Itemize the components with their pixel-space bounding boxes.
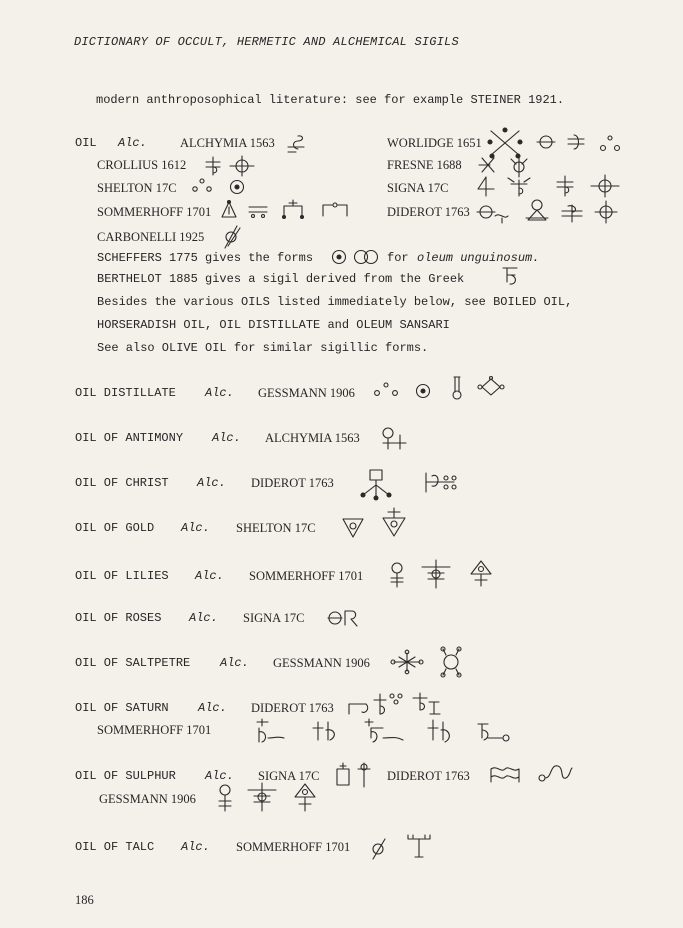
- oil-of-sulphur-sigil-5: [246, 781, 278, 813]
- oil-crollius-sigil-2: [229, 155, 255, 177]
- entry-oil-of-gold-tag: Alc.: [181, 521, 210, 535]
- oil-shelton-sigil-2: [228, 178, 246, 196]
- entry-oil-of-antimony: OIL OF ANTIMONY: [75, 431, 184, 445]
- oil-scheffers-text: SCHEFFERS 1775 gives the forms: [97, 251, 314, 265]
- oil-diderot-sigil: [476, 202, 510, 224]
- oil-signa-sigil: [473, 174, 497, 198]
- entry-oil-of-christ: OIL OF CHRIST: [75, 476, 169, 490]
- entry-oil-of-roses-source: SIGNA 17C: [243, 611, 305, 625]
- oil-of-lilies-sigil-3: [468, 558, 494, 588]
- oil-of-gold-sigil-2: [380, 506, 408, 538]
- oil-of-antimony-sigil: [380, 425, 410, 451]
- entry-oil-of-saturn: OIL OF SATURN: [75, 701, 169, 715]
- entry-oil-of-saturn-tag: Alc.: [198, 701, 227, 715]
- oil-of-saturn-sigil-3: [254, 718, 288, 746]
- oil-source-alchymia: ALCHYMIA 1563: [180, 136, 275, 150]
- page-number: 186: [75, 893, 94, 907]
- oil-sommerhoff-sigil-2: [247, 204, 269, 220]
- oil-sommerhoff-sigil: [219, 199, 239, 221]
- oil-berthelot-text: BERTHELOT 1885 gives a sigil derived from the Greek: [97, 272, 465, 286]
- oil-shelton-sigil: [191, 177, 213, 195]
- entry-oil-of-christ-source: DIDEROT 1763: [251, 476, 334, 490]
- oil-of-saltpetre-sigil-2: [438, 645, 464, 679]
- entry-oil-of-talc: OIL OF TALC: [75, 840, 155, 854]
- oil-of-saturn-sigil-4: [310, 718, 346, 746]
- oil-diderot-sigil-4: [594, 200, 618, 224]
- entry-oil-of-lilies: OIL OF LILIES: [75, 569, 169, 583]
- oil-berthelot-sigil: [498, 264, 522, 288]
- oil-of-lilies-sigil-2: [420, 558, 452, 590]
- entry-oil-of-christ-tag: Alc.: [197, 476, 226, 490]
- oil-of-sulphur-sigil-4: [216, 783, 234, 813]
- entry-oil-of-saltpetre: OIL OF SALTPETRE: [75, 656, 191, 670]
- oil-worlidge-sigil-3: [565, 132, 587, 152]
- oil-of-sulphur-sigil: [334, 761, 376, 789]
- oil-source-carbonelli: CARBONELLI 1925: [97, 230, 205, 244]
- oil-of-saturn-sigil-5: [363, 718, 409, 746]
- entry-oil-of-saltpetre-source: GESSMANN 1906: [273, 656, 370, 670]
- entry-oil-of-saturn-source-2: SOMMERHOFF 1701: [97, 723, 212, 737]
- oil-scheffers-sigil-1: [330, 248, 348, 266]
- oil-signa-sigil-2: [506, 174, 532, 198]
- oil-of-saltpetre-sigil: [389, 649, 425, 675]
- oil-distillate-sigil-3: [448, 374, 466, 402]
- entry-oil-of-sulphur: OIL OF SULPHUR: [75, 769, 176, 783]
- oil-signa-sigil-4: [590, 174, 620, 198]
- oil-of-saturn-sigil-6: [425, 718, 459, 748]
- oil-besides-line-1: Besides the various OILS listed immediately below, see BOILED OIL,: [97, 295, 573, 309]
- oil-diderot-sigil-2: [524, 198, 550, 224]
- oil-of-sulphur-sigil-2: [488, 762, 522, 786]
- oil-of-gold-sigil: [341, 515, 365, 539]
- entry-oil-of-antimony-tag: Alc.: [212, 431, 241, 445]
- entry-oil-of-gold: OIL OF GOLD: [75, 521, 155, 535]
- oil-scheffers-for: for: [387, 251, 409, 265]
- entry-oil-of-roses-tag: Alc.: [189, 611, 218, 625]
- oil-of-christ-sigil-2: [420, 470, 460, 496]
- entry-oil-of-sulphur-source: SIGNA 17C: [258, 769, 320, 783]
- oil-distillate-sigil-1: [372, 381, 400, 399]
- entry-oil-distillate-tag: Alc.: [205, 386, 234, 400]
- entry-oil-heading: OIL: [75, 136, 97, 150]
- oil-source-signa: SIGNA 17C: [387, 181, 449, 195]
- oil-of-talc-sigil: [368, 836, 390, 862]
- entry-oil-of-roses: OIL OF ROSES: [75, 611, 162, 625]
- entry-oil-of-lilies-tag: Alc.: [195, 569, 224, 583]
- entry-oil-tag: Alc.: [118, 136, 147, 150]
- oil-carbonelli-sigil: [220, 224, 242, 250]
- entry-oil-of-saturn-source: DIDEROT 1763: [251, 701, 334, 715]
- entry-oil-of-antimony-source: ALCHYMIA 1563: [265, 431, 360, 445]
- entry-oil-distillate-source: GESSMANN 1906: [258, 386, 355, 400]
- oil-of-sulphur-sigil-3: [536, 760, 576, 786]
- oil-of-saturn-sigil: [346, 690, 408, 718]
- entry-oil-of-sulphur-source-2: DIDEROT 1763: [387, 769, 470, 783]
- oil-source-shelton: SHELTON 17C: [97, 181, 177, 195]
- oil-of-christ-sigil: [358, 467, 396, 501]
- entry-oil-of-sulphur-source-3: GESSMANN 1906: [99, 792, 196, 806]
- oil-sommerhoff-sigil-3: [280, 198, 306, 220]
- oil-scheffers-sigil-2: [352, 248, 380, 266]
- intro-line: modern anthroposophical literature: see for example STEINER 1921.: [96, 93, 565, 107]
- oil-source-crollius: CROLLIUS 1612: [97, 158, 187, 172]
- oil-signa-sigil-3: [554, 174, 576, 198]
- oil-diderot-sigil-3: [560, 202, 584, 224]
- oil-distillate-sigil-2: [414, 382, 432, 400]
- oil-source-fresne: FRESNE 1688: [387, 158, 462, 172]
- oil-of-sulphur-sigil-6: [292, 781, 318, 813]
- oil-worlidge-sigil-4: [597, 134, 623, 154]
- entry-oil-of-saltpetre-tag: Alc.: [220, 656, 249, 670]
- oil-of-roses-sigil: [326, 608, 360, 628]
- entry-oil-distillate: OIL DISTILLATE: [75, 386, 176, 400]
- oil-source-sommerhoff: SOMMERHOFF 1701: [97, 205, 212, 219]
- oil-source-worlidge: WORLIDGE 1651: [387, 136, 482, 150]
- oil-of-saturn-sigil-7: [474, 720, 514, 746]
- entry-oil-of-sulphur-tag: Alc.: [205, 769, 234, 783]
- entry-oil-of-lilies-source: SOMMERHOFF 1701: [249, 569, 364, 583]
- oil-source-diderot: DIDEROT 1763: [387, 205, 470, 219]
- oil-besides-line-2: HORSERADISH OIL, OIL DISTILLATE and OLEUM SANSARI: [97, 318, 450, 332]
- oil-of-talc-sigil-2: [404, 834, 434, 860]
- oil-of-lilies-sigil: [388, 561, 406, 589]
- oil-distillate-sigil-4: [477, 376, 505, 398]
- oil-crollius-sigil: [203, 155, 223, 177]
- oil-scheffers-latin: oleum unguinosum.: [417, 251, 540, 265]
- entry-oil-of-talc-source: SOMMERHOFF 1701: [236, 840, 351, 854]
- oil-fresne-sigil: [476, 154, 500, 176]
- page-header: DICTIONARY OF OCCULT, HERMETIC AND ALCHEMICAL SIGILS: [74, 35, 459, 49]
- entry-oil-of-gold-source: SHELTON 17C: [236, 521, 316, 535]
- oil-alchymia-sigil: [284, 133, 310, 155]
- oil-of-saturn-sigil-2: [409, 690, 443, 718]
- oil-see-also: See also OLIVE OIL for similar sigillic forms.: [97, 341, 429, 355]
- oil-worlidge-sigil-2: [536, 132, 556, 152]
- oil-sommerhoff-sigil-4: [320, 200, 350, 220]
- entry-oil-of-talc-tag: Alc.: [181, 840, 210, 854]
